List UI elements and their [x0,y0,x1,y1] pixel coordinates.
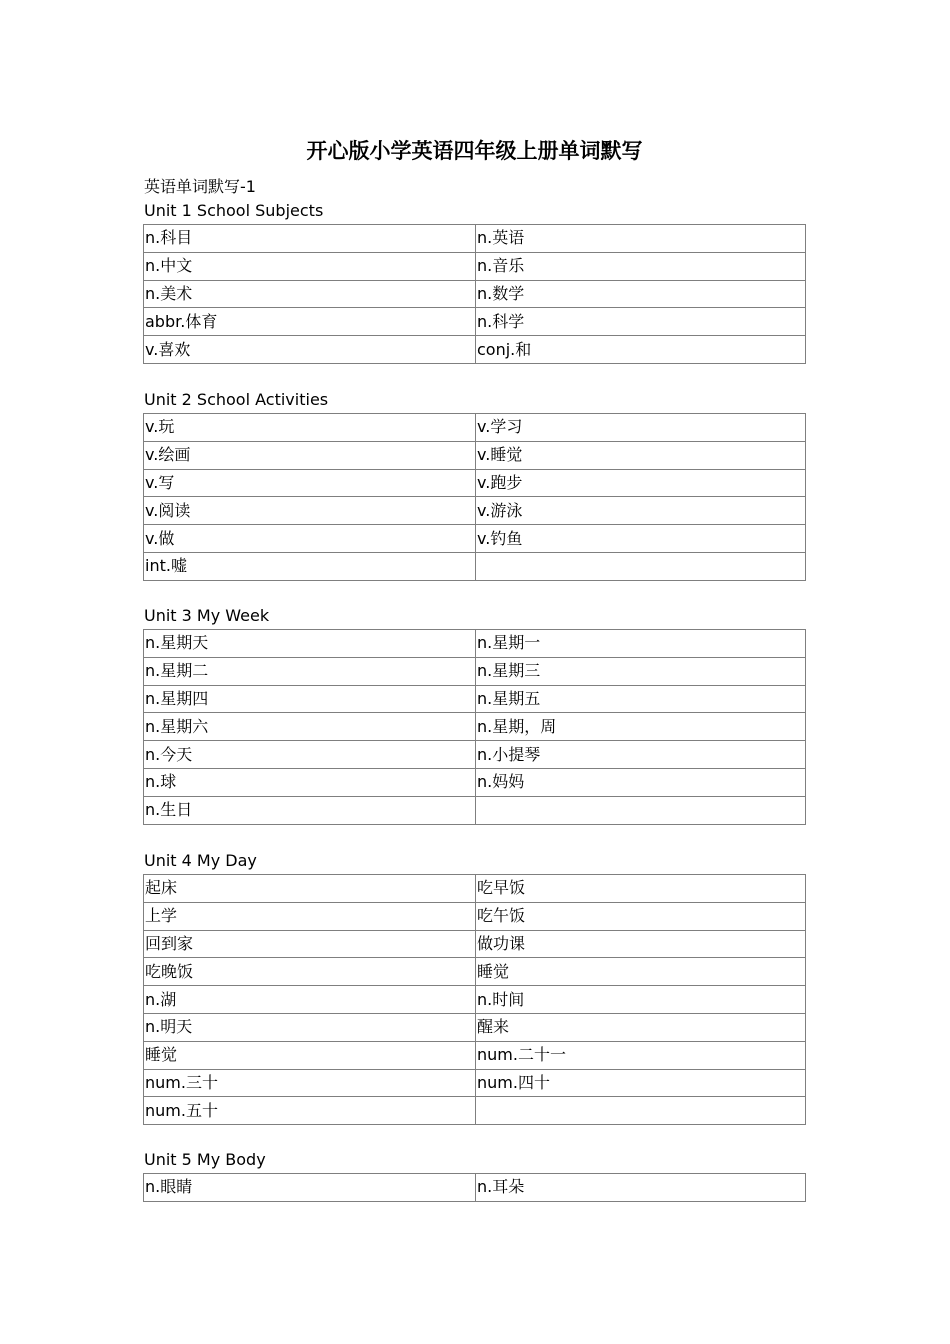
word-cell-right[interactable]: 做功课 [476,930,806,958]
vocab-table [143,224,806,364]
word-cell-left[interactable]: v.做 [144,525,476,553]
table-row [144,1174,806,1202]
word-cell-left[interactable]: n.星期天 [144,630,476,658]
word-cell-left[interactable]: n.中文 [144,252,476,280]
table-row [144,441,806,469]
table-row [144,252,806,280]
word-cell-right[interactable]: 吃早饭 [476,875,806,903]
word-cell-right[interactable]: n.星期五 [476,685,806,713]
word-cell-left[interactable]: v.喜欢 [144,336,476,364]
word-cell-right[interactable]: n.数学 [476,280,806,308]
unit-heading: Unit 4 My Day [144,851,257,870]
table-row [144,1041,806,1069]
word-cell-left[interactable]: n.湖 [144,986,476,1014]
table-row [144,630,806,658]
table-row [144,525,806,553]
table-row [144,875,806,903]
word-cell-left[interactable]: v.阅读 [144,497,476,525]
table-row [144,657,806,685]
word-cell-right[interactable] [476,1097,806,1125]
unit-heading: Unit 3 My Week [144,606,270,625]
word-cell-right[interactable]: conj.和 [476,336,806,364]
word-cell-right[interactable] [476,552,806,580]
word-cell-right[interactable]: 吃午饭 [476,902,806,930]
word-cell-right[interactable]: v.钓鱼 [476,525,806,553]
word-cell-right[interactable]: n.音乐 [476,252,806,280]
table-row [144,336,806,364]
word-cell-right[interactable]: n.时间 [476,986,806,1014]
word-cell-left[interactable]: n.星期六 [144,713,476,741]
word-cell-right[interactable]: v.睡觉 [476,441,806,469]
word-cell-left[interactable]: n.科目 [144,225,476,253]
word-cell-left[interactable]: num.三十 [144,1069,476,1097]
word-cell-left[interactable]: int.嘘 [144,552,476,580]
unit-heading: Unit 2 School Activities [144,390,329,409]
word-cell-left[interactable]: n.眼睛 [144,1174,476,1202]
table-row [144,685,806,713]
table-row [144,713,806,741]
word-cell-right[interactable]: n.科学 [476,308,806,336]
word-cell-right[interactable]: v.跑步 [476,469,806,497]
word-cell-right[interactable]: num.四十 [476,1069,806,1097]
word-cell-left[interactable]: v.玩 [144,414,476,442]
word-cell-right[interactable]: 睡觉 [476,958,806,986]
table-row [144,280,806,308]
word-cell-right[interactable] [476,796,806,824]
document-title: 开心版小学英语四年级上册单词默写 [306,138,643,163]
vocab-table [143,629,806,825]
table-row [144,741,806,769]
word-cell-left[interactable]: num.五十 [144,1097,476,1125]
word-cell-right[interactable]: n.星期三 [476,657,806,685]
word-cell-right[interactable]: v.游泳 [476,497,806,525]
table-row [144,1097,806,1125]
vocab-table [143,413,806,581]
table-row [144,958,806,986]
word-cell-left[interactable]: v.绘画 [144,441,476,469]
word-cell-right[interactable]: n.耳朵 [476,1174,806,1202]
table-row [144,552,806,580]
word-cell-left[interactable]: 回到家 [144,930,476,958]
table-row [144,930,806,958]
word-cell-right[interactable]: num.二十一 [476,1041,806,1069]
word-cell-left[interactable]: n.球 [144,768,476,796]
word-cell-left[interactable]: v.写 [144,469,476,497]
word-cell-left[interactable]: n.生日 [144,796,476,824]
word-cell-left[interactable]: 睡觉 [144,1041,476,1069]
document-subtitle: 英语单词默写-1 [144,177,256,196]
unit-heading: Unit 1 School Subjects [144,201,324,220]
word-cell-left[interactable]: 上学 [144,902,476,930]
table-row [144,469,806,497]
table-row [144,308,806,336]
word-cell-right[interactable]: n.妈妈 [476,768,806,796]
word-cell-right[interactable]: 醒来 [476,1013,806,1041]
word-cell-left[interactable]: n.星期四 [144,685,476,713]
table-row [144,225,806,253]
unit-heading: Unit 5 My Body [144,1150,266,1169]
word-cell-left[interactable]: n.美术 [144,280,476,308]
word-cell-right[interactable]: n.英语 [476,225,806,253]
word-cell-right[interactable]: n.星期，周 [476,713,806,741]
table-row [144,497,806,525]
table-row [144,902,806,930]
table-row [144,414,806,442]
word-cell-left[interactable]: abbr.体育 [144,308,476,336]
word-cell-left[interactable]: n.今天 [144,741,476,769]
word-cell-left[interactable]: 起床 [144,875,476,903]
table-row [144,1069,806,1097]
word-cell-left[interactable]: n.明天 [144,1013,476,1041]
vocab-table [143,1173,806,1202]
table-row [144,1013,806,1041]
table-row [144,768,806,796]
vocab-table [143,874,806,1125]
word-cell-right[interactable]: n.星期一 [476,630,806,658]
word-cell-right[interactable]: n.小提琴 [476,741,806,769]
word-cell-left[interactable]: n.星期二 [144,657,476,685]
table-row [144,796,806,824]
word-cell-left[interactable]: 吃晚饭 [144,958,476,986]
word-cell-right[interactable]: v.学习 [476,414,806,442]
table-row [144,986,806,1014]
